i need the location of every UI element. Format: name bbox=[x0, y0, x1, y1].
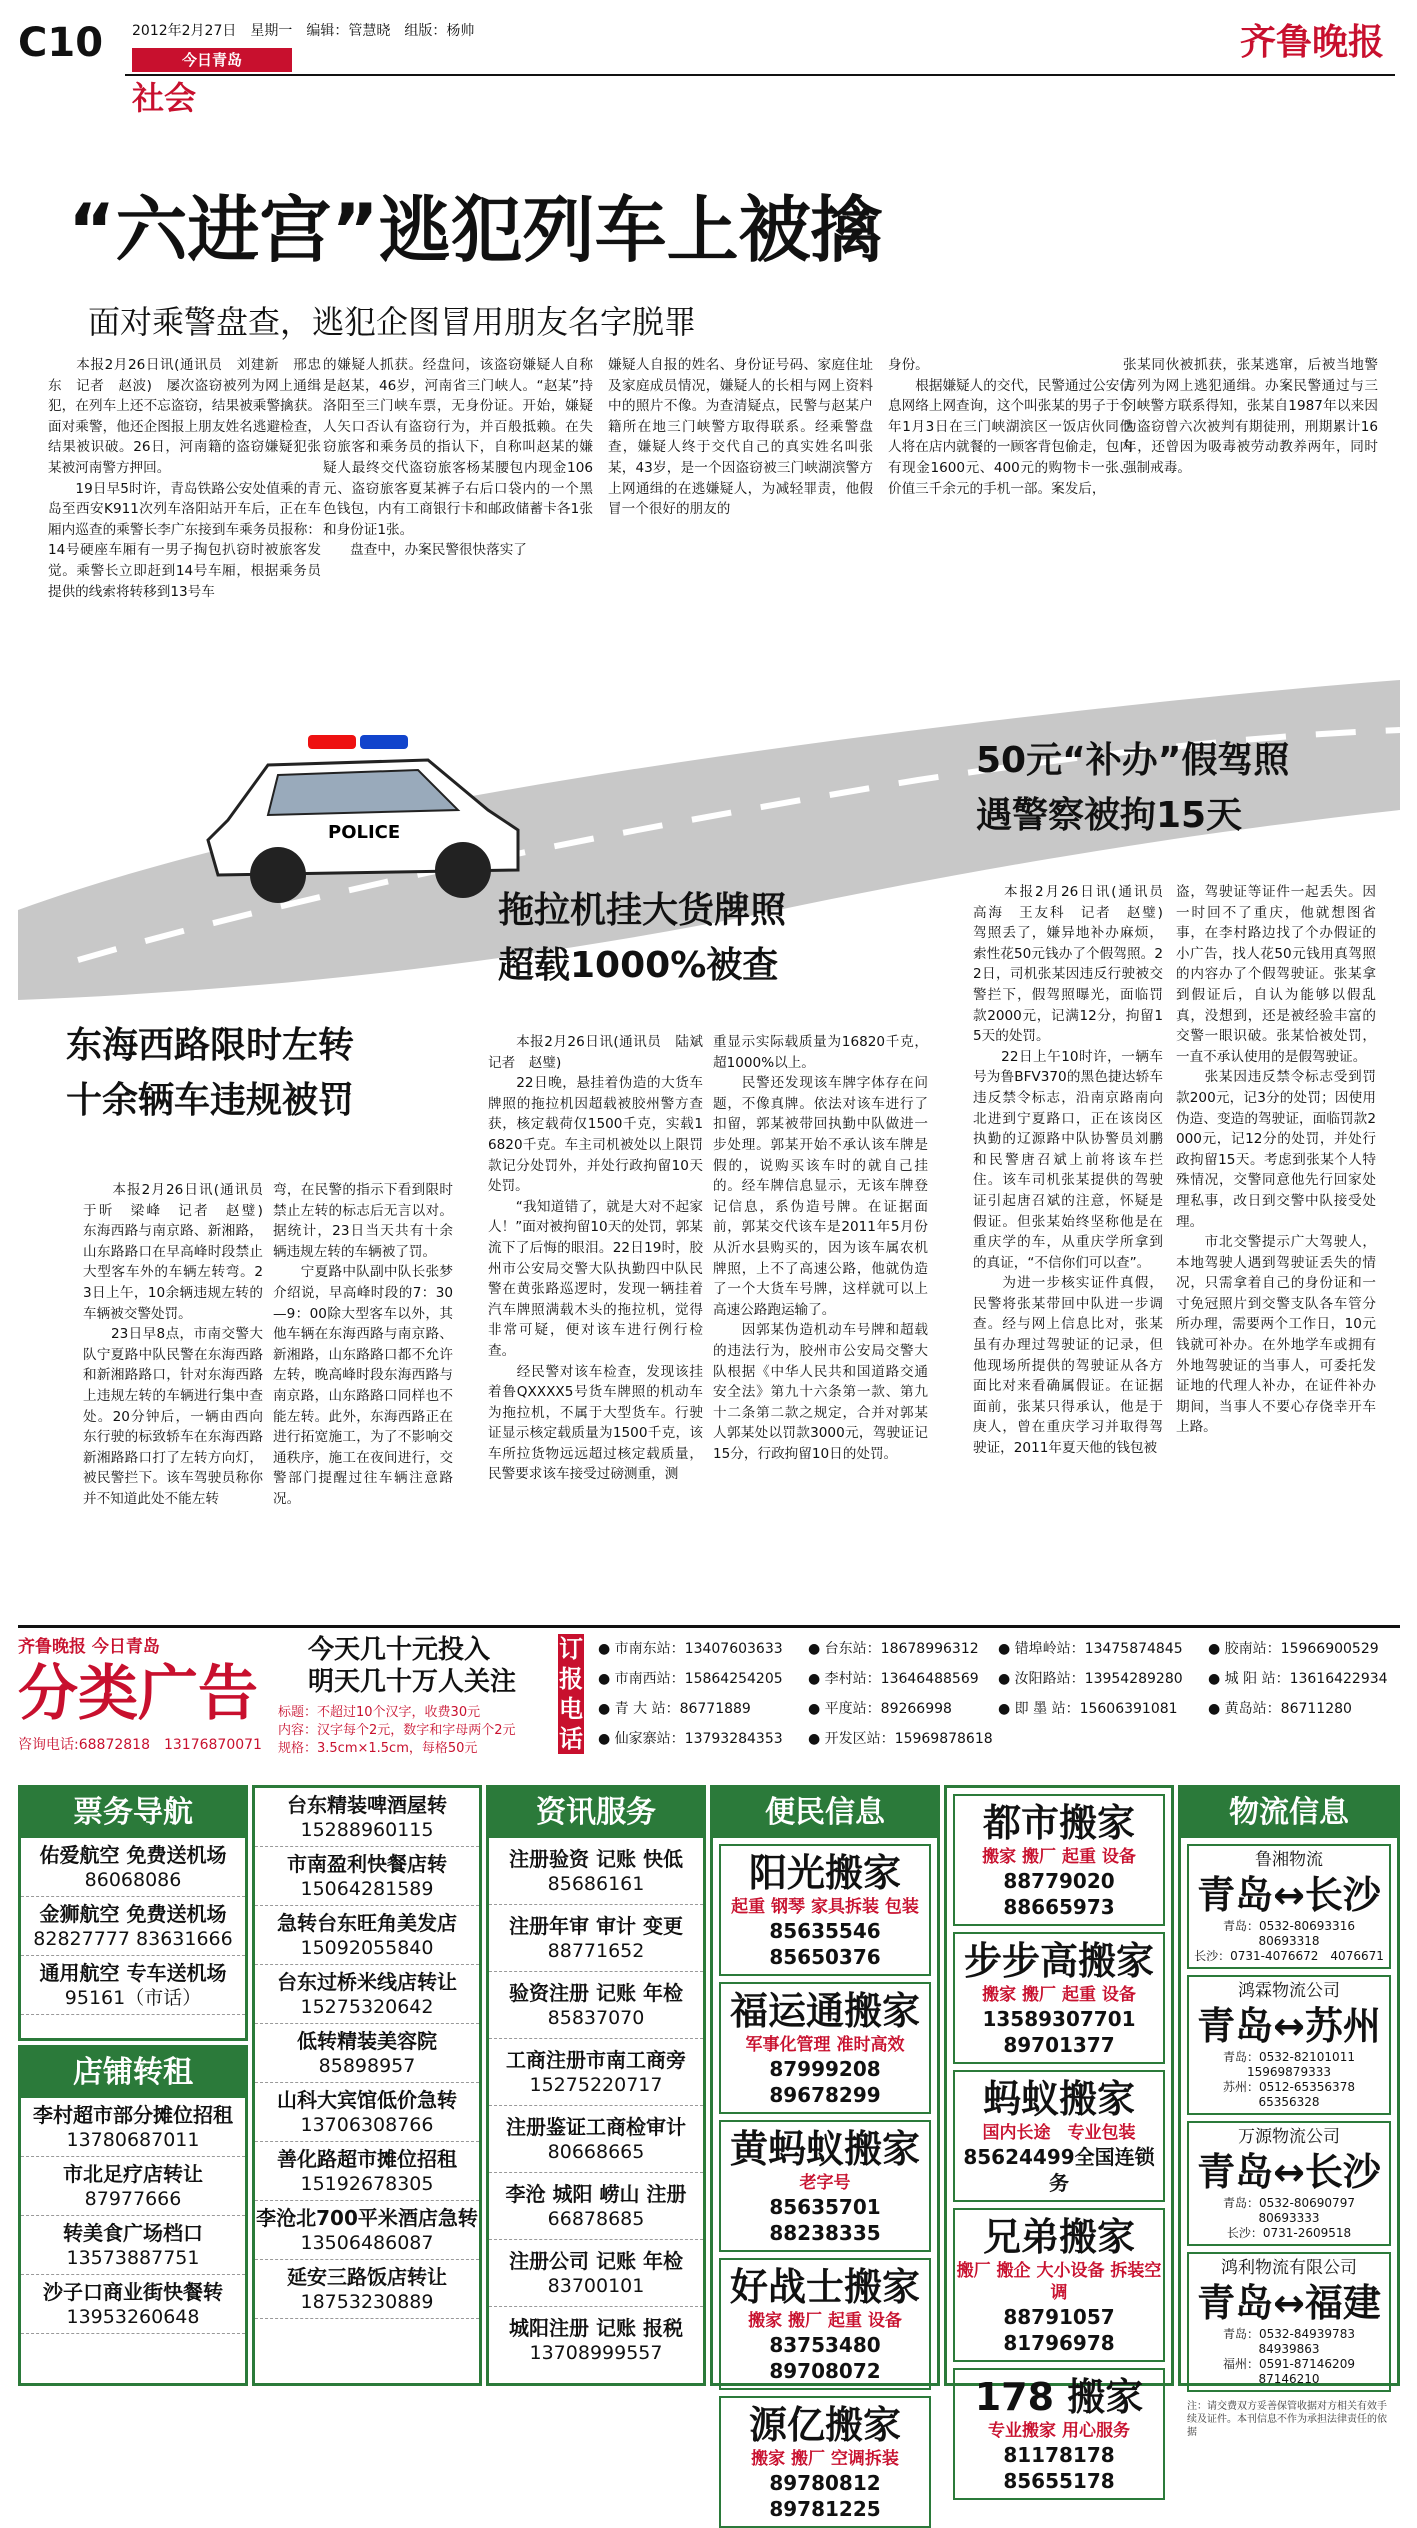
car-wheel-rear bbox=[435, 842, 491, 898]
list-item: 注册公司 记账 年检 83700101 bbox=[489, 2240, 703, 2307]
ad-card: 兄弟搬家 搬厂 搬企 大小设备 拆装空调 88791057 81796978 bbox=[953, 2208, 1165, 2362]
masthead-logo: 齐鲁晚报 bbox=[1240, 21, 1385, 63]
ads-rate-3: 规格：3.5cm×1.5cm，每格50元 bbox=[278, 1741, 478, 1756]
station: ● 平度站：89266998 bbox=[808, 1701, 952, 1717]
logistics-box bbox=[1178, 1785, 1400, 2438]
column-tag: 今日青岛 bbox=[132, 48, 292, 72]
ad-card: 178 搬家 专业搬家 用心服务 81178178 85655178 bbox=[953, 2368, 1165, 2500]
list-item: 山科大宾馆低价急转 13706308766 bbox=[255, 2083, 479, 2142]
main-articles bbox=[18, 140, 1400, 1600]
shop-box bbox=[18, 2045, 248, 2386]
list-item: 注册年审 审计 变更 88771652 bbox=[489, 1905, 703, 1972]
station: ● 胶南站：15966900529 bbox=[1208, 1641, 1379, 1657]
list-item: 低转精装美容院 85898957 bbox=[255, 2024, 479, 2083]
station: ● 青 大 站：86771889 bbox=[598, 1701, 751, 1717]
station: ● 李村站：13646488569 bbox=[808, 1671, 979, 1687]
lead-col-2: 的嫌疑人抓获。经盘问，该盗窃嫌疑人自称是赵某，46岁，河南省三门峡人。“赵某”持洛阳至三门峡车票，无身份证。开始，嫌疑人矢口否认有盗窃行为，并百般抵赖。在失窃旅客和乘务员的指认下，自称叫赵某的嫌疑人最终交代盗窃旅客杨某腰包内现金106元、盗窃旅客夏某裤子右后口袋内的一个黑色钱包，内有工商银行卡和邮政储蓄卡各1张和身份证1张。 盘查中，办案民警很快落实了 bbox=[323, 357, 593, 559]
station: ● 市南东站：13407603633 bbox=[598, 1641, 783, 1657]
tractor-col-2: 重显示实际载质量为16820千克，超1000%以上。 民警还发现该车牌字体存在问题，不像真牌。依法对该车进行了扣留，郭某被带回执勤中队做进一步处理。郭某开始不承认该车牌是假的，说购买该车时的就自己挂的。经车牌信息显示，无该车牌登记信息，系伪造号牌。在证据面前，郭某交代该车是2011年5月份从沂水县购买的，因为该车属农机牌照，上不了高速公路，他就伪造了一个大货车号牌，这样就可以上高速公路跑运输了。 因郭某伪造机动车号牌和超载的违法行为，胶州市公安局交警大队根据《中华人民共和国道路交通安全法》第九十六条第一款、第九十二条第二款之规定，合并对郭某人郭某处以罚款3000元，驾驶证记15分，行政拘留10日的处罚。 bbox=[713, 1034, 928, 1462]
tractor-headline-1: 拖拉机挂大货牌照 bbox=[498, 890, 787, 931]
list-item: 金狮航空 免费送机场 82827777 83631666 bbox=[21, 1897, 245, 1956]
station: ● 城 阳 站：13616422934 bbox=[1208, 1671, 1388, 1687]
ads-brand: 齐鲁晚报 今日青岛 bbox=[18, 1637, 160, 1657]
police-car-illustration bbox=[198, 730, 528, 910]
ads-slogan-1: 今天几十元投入 bbox=[308, 1635, 491, 1665]
lead-subhead: 面对乘警盘查，逃犯企图冒用朋友名字脱罪 bbox=[88, 303, 697, 341]
list-item: 李沧 城阳 崂山 注册 66878685 bbox=[489, 2173, 703, 2240]
moving-box bbox=[944, 1785, 1174, 2493]
list-item: 佑爱航空 免费送机场 86068086 bbox=[21, 1838, 245, 1897]
list-item: 李沧北700平米酒店急转 13506486087 bbox=[255, 2201, 479, 2260]
ad-card: 源亿搬家 搬家 搬厂 空调拆装 89780812 89781225 bbox=[719, 2396, 931, 2528]
lead-col-4: 身份。 根据嫌疑人的交代，民警通过公安信息网络上网查询，这个叫张某的男子于今年1月3日在三门峡湖滨区一饭店伙同他人将在店内就餐的一顾客背包偷走，包内有现金1600元、400元的购物卡一张、价值三千余元的手机一部。案发后， bbox=[888, 357, 1133, 497]
list-item: 注册验资 记账 快低 85686161 bbox=[489, 1838, 703, 1905]
page-header bbox=[0, 0, 1417, 130]
list-item: 沙子口商业街快餐转 13953260648 bbox=[21, 2275, 245, 2334]
ads-rate-2: 内容：汉字每个2元，数字和字母两个2元 bbox=[278, 1723, 516, 1738]
ad-card: 步步高搬家 搬家 搬厂 起重 设备 13589307701 89701377 bbox=[953, 1932, 1165, 2064]
list-item: 验资注册 记账 年检 85837070 bbox=[489, 1972, 703, 2039]
station: ● 即 墨 站：15606391081 bbox=[998, 1701, 1178, 1717]
list-item: 台东精装啤酒屋转 15288960115 bbox=[255, 1788, 479, 1847]
turn-headline-2: 十余辆车违规被罚 bbox=[66, 1080, 355, 1121]
list-item: 李村超市部分摊位招租 13780687011 bbox=[21, 2098, 245, 2157]
tractor-headline-2: 超载1000%被查 bbox=[498, 945, 779, 986]
ads-rate-1: 标题：不超过10个汉字，收费30元 bbox=[278, 1705, 481, 1720]
header-rule bbox=[125, 74, 1395, 76]
logistics-title: 物流信息 bbox=[1181, 1788, 1397, 1838]
station: ● 市南西站：15864254205 bbox=[598, 1671, 783, 1687]
convenience-title: 便民信息 bbox=[713, 1788, 937, 1838]
license-headline-1: 50元“补办”假驾照 bbox=[976, 740, 1290, 781]
turn-headline-1: 东海西路限时左转 bbox=[66, 1025, 355, 1066]
station: ● 汝阳路站：13954289280 bbox=[998, 1671, 1183, 1687]
list-item: 工商注册市南工商旁 15275220717 bbox=[489, 2039, 703, 2106]
convenience-box bbox=[710, 1785, 940, 2521]
station: ● 仙家寨站：13793284353 bbox=[598, 1731, 783, 1747]
list-item: 城阳注册 记账 报税 13708999557 bbox=[509, 2316, 683, 2364]
section-title: 社会 bbox=[132, 79, 197, 117]
list-item: 市北足疗店转让 87977666 bbox=[21, 2157, 245, 2216]
ad-card: 阳光搬家 起重 钢琴 家具拆装 包装 85635546 85650376 bbox=[719, 1844, 931, 1976]
ad-card: 福运通搬家 军事化管理 准时高效 87999208 89678299 bbox=[719, 1982, 931, 2114]
list-item: 善化路超市摊位招租 15192678305 bbox=[255, 2142, 479, 2201]
ads-title: 分类广告 bbox=[18, 1659, 258, 1729]
date-line: 2012年2月27日 星期一 编辑：管慧晓 组版：杨帅 bbox=[132, 23, 475, 39]
car-wheel-front bbox=[250, 847, 306, 903]
info-box bbox=[486, 1785, 706, 2386]
siren-blue-light bbox=[360, 735, 408, 749]
info-title: 资讯服务 bbox=[489, 1788, 703, 1838]
ad-card: 黄蚂蚁搬家 老字号 85635701 88238335 bbox=[719, 2120, 931, 2252]
lead-col-1: 本报2月26日讯(通讯员 刘建新 邢忠东 记者 赵波) 屡次盗窃被列为网上通缉犯，在列车上还不忘盗窃，结果被乘警擒获。面对乘警，他还企图报上朋友姓名逃避检查，结果被识破。26日，河南籍的盗窃嫌疑犯张某被河南警方押回。 19日早5时许，青岛铁路公安处值乘的青岛至西安K911次列车洛阳站开车后，正在车厢内巡查的乘警长李广东接到车乘务员报称：14号硬座车厢有一男子掏包扒窃时被旅客发觉。乘警长立即赶到14号车厢，根据乘务员提供的线索将转移到13号车 bbox=[48, 357, 321, 600]
list-item: 台东过桥米线店转让 15275320642 bbox=[255, 1965, 479, 2024]
station: ● 黄岛站：86711280 bbox=[1208, 1701, 1352, 1717]
list-item: 注册鉴证工商检审计 80668665 bbox=[489, 2106, 703, 2173]
lead-headline: “六进宫”逃犯列车上被擒 bbox=[68, 188, 883, 272]
ads-consult-phone: 咨询电话:68872818 13176870071 bbox=[18, 1737, 262, 1753]
ad-card: 好战士搬家 搬家 搬厂 起重 设备 83753480 89708072 bbox=[719, 2258, 931, 2390]
lead-col-3: 嫌疑人自报的姓名、身份证号码、家庭住址及家庭成员情况，嫌疑人的长相与网上资料中的照片不像。为查清疑点，民警与赵某户籍所在地三门峡警方取得联系。经乘警盘查，嫌疑人终于交代自己的真实姓名叫张某，43岁，是一个因盗窃被三门峡湖滨警方上网通缉的在逃嫌疑人，为减轻罪责，他假冒一个很好的朋友的 bbox=[608, 357, 873, 518]
disclaimer: 注：请交费双方妥善保管收据对方相关有效手续及证件。本刊信息不作为承担法律责任的依据 bbox=[1187, 2401, 1387, 2438]
ticket-box bbox=[18, 1785, 248, 2041]
ad-card: 蚂蚁搬家 国内长途 专业包装 85624499全国连锁务 bbox=[953, 2070, 1165, 2202]
license-col-2: 盗，驾驶证等证件一起丢失。因一时回不了重庆，他就想图省事，在李村路边找了个办假证的小广告，找人花50元钱用真驾照的内容办了个假驾驶证。张某拿到假证后，自认为能够以假乱真，没想到，还是被经验丰富的交警一眼识破。张某恰被处罚，一直不承认使用的是假驾驶证。 张某因违反禁令标志受到罚款200元，记3分的处罚；因使用伪造、变造的驾驶证，面临罚款2000元，记12分的处罚，并处行政拘留15天。考虑到张某个人特殊情况，交警同意他先行回家处理私事，改日到交警中队接受处理。 市北交警提示广大驾驶人，本地驾驶人遇到驾驶证丢失的情况，只需拿着自己的身份证和一寸免冠照片到交警支队各车管分所办理，需要两个工作日，10元钱就可补办。在外地学车或拥有外地驾驶证的当事人，可委托发证地的代理人补办，在证件补办期间，当事人不要心存侥幸开车上路。 bbox=[1176, 884, 1376, 1436]
list-item: 急转台东旺角美发店 15092055840 bbox=[255, 1906, 479, 1965]
station: ● 台东站：18678996312 bbox=[808, 1641, 979, 1657]
turn-col-1: 本报2月26日讯(通讯员 于昕 梁峰 记者 赵璧) 东海西路与南京路、新湘路，山东路路口在早高峰时段禁止大型客车外的车辆左转弯。23日上午，10余辆违规左转的车辆被交警处罚。 23日早8点，市南交警大队宁夏路中队民警在东海西路和新湘路路口，针对东海西路上违规左转的车辆进行集中查处。20分钟后，一辆由西向东行驶的标致轿车在东海西路新湘路路口打了左转方向灯，被民警拦下。该车驾驶员称你并不知道此处不能左转 bbox=[83, 1182, 263, 1507]
page-number: C10 bbox=[18, 20, 104, 66]
station: ● 错埠岭站：13475874845 bbox=[998, 1641, 1183, 1657]
transfer-box bbox=[252, 1785, 482, 2386]
police-label: POLICE bbox=[328, 822, 401, 843]
list-item: 通用航空 专车送机场 95161（市话） bbox=[21, 1956, 245, 2015]
order-phone-label: 订报电话 bbox=[559, 1635, 583, 1753]
ads-header bbox=[18, 1625, 1400, 1768]
license-col-1: 本报2月26日讯(通讯员 高海 王友科 记者 赵璧) 驾照丢了，嫌异地补办麻烦，索性花50元钱办了个假驾照。22日，司机张某因违反行驶被交警拦下，假驾照曝光，面临罚款2000元，记满12分，拘留15天的处罚。 22日上午10时许，一辆车号为鲁BFV370的黑色捷达轿车违反禁令标志，沿南京路南向北进到宁夏路口，正在该岗区执勤的辽源路中队协警员刘鹏和民警唐召斌上前将该车拦住。该车司机张某提供的驾驶证引起唐召斌的注意，怀疑是假证。但张某始终坚称他是在重庆学的车，从重庆学所拿到的真证，“不信你们可以查”。 为进一步核实证件真假，民警将张某带回中队进一步调查。经与网上信息比对，张某虽有办理过驾驶证的记录，但他现场所提供的驾驶证从各方面比对来看确属假证。在证据面前，张某只得承认，他是于庚人，曾在重庆学习并取得驾驶证，2011年夏天他的钱包被 bbox=[973, 884, 1163, 1457]
ads-slogan-2: 明天几十万人关注 bbox=[308, 1667, 517, 1697]
ad-card: 鸿利物流有限公司 青岛↔福建 青岛：0532-84939783 84939863 福州：0591-87146209 87146210 bbox=[1187, 2252, 1391, 2392]
ad-card: 鲁湘物流 青岛↔长沙 青岛：0532-80693316 80693318 长沙：0731-4076672 4076671 bbox=[1187, 1844, 1391, 1969]
ticket-title: 票务导航 bbox=[21, 1788, 245, 1838]
list-item: 市南盈利快餐店转 15064281589 bbox=[255, 1847, 479, 1906]
tractor-col-1: 本报2月26日讯(通讯员 陆斌 记者 赵璧) 22日晚，悬挂着伪造的大货车牌照的拖拉机因超载被胶州警方查获，核定载荷仅1500千克，实载16820千克。车主司机被处以上限罚款记分处罚外，并处行政拘留10天处罚。 “我知道错了，就是大对不起家人！”面对被拘留10天的处罚，郭某流下了后悔的眼泪。22日19时，胶州市公安局交警大队执勤四中队民警在黄张路巡逻时，发现一辆挂着汽车牌照满载木头的拖拉机，觉得非常可疑，便对该车进行例行检查。 经民警对该车检查，发现该挂着鲁QXXXX5号货车牌照的机动车为拖拉机，不属于大型货车。行驶证显示核定载质量为1500千克，该车所拉货物远远超过核定载质量，民警要求该车接受过磅测重，测 bbox=[488, 1034, 703, 1483]
list-item: 延安三路饭店转让 18753230889 bbox=[255, 2260, 479, 2319]
station: ● 开发区站：15969878618 bbox=[808, 1731, 993, 1747]
ad-card: 鸿霖物流公司 青岛↔苏州 青岛：0532-82101011 15969879333 苏州：0512-65356378 65356328 bbox=[1187, 1975, 1391, 2115]
shop-title: 店铺转租 bbox=[21, 2048, 245, 2098]
ad-card: 万源物流公司 青岛↔长沙 青岛：0532-80690797 80693333 长沙：0731-2609518 bbox=[1187, 2121, 1391, 2246]
turn-col-2: 弯，在民警的指示下看到限时禁止左转的标志后无言以对。据统计，23日当天共有十余辆违规左转的车辆被了罚。 宁夏路中队副中队长张梦介绍说，早高峰时段的7：30—9：00除大型客车以外，其他车辆在东海西路与南京路、新湘路，山东路路口都不允许左转，晚高峰时段东海西路与南京路，山东路路口同样也不能左转。此外，东海西路正在进行拓宽施工，为了不影响交通秩序，施工在夜间进行，交警部门提醒过往车辆注意路况。 bbox=[273, 1182, 453, 1507]
lead-col-5: 张某同伙被抓获，张某逃窜，后被当地警方列为网上逃犯通缉。办案民警通过与三门峡警方联系得知，张某自1987年以来因为盗窃曾六次被判有期徒刑，刑期累计16年，还曾因为吸毒被劳动教养两年，同时强制戒毒。 bbox=[1123, 357, 1378, 476]
siren-red-light bbox=[308, 735, 356, 749]
license-headline-2: 遇警察被拘15天 bbox=[976, 795, 1243, 836]
ad-card: 都市搬家 搬家 搬厂 起重 设备 88779020 88665973 bbox=[953, 1794, 1165, 1926]
list-item: 转美食广场档口 13573887751 bbox=[21, 2216, 245, 2275]
